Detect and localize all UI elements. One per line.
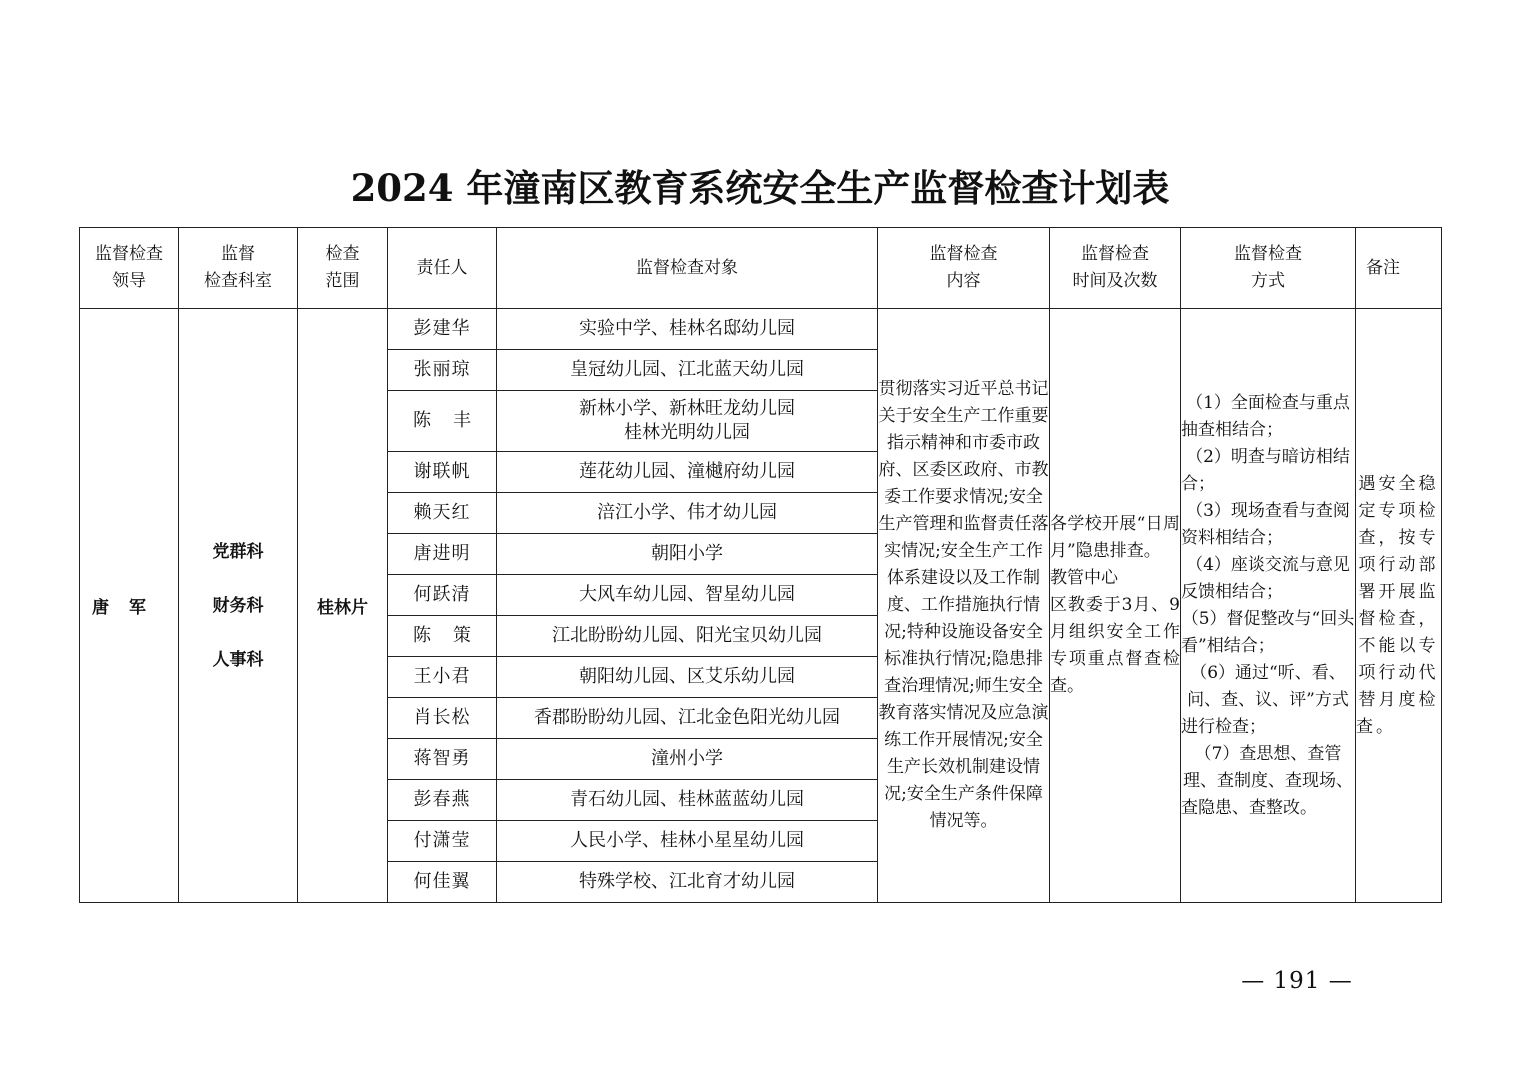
method-item: （4）座谈交流与意见反馈相结合；: [1181, 554, 1350, 602]
person-cell: 彭春燕: [388, 780, 497, 821]
header-note: 备注: [1356, 228, 1442, 309]
person-cell: 付潇莹: [388, 821, 497, 862]
person-cell: 肖长松: [388, 698, 497, 739]
header-content: 监督检查 内容: [878, 228, 1050, 309]
method-item: （3）现场查看与查阅资料相结合；: [1181, 500, 1350, 548]
time-line: 各学校开展“日周月”隐患排查。: [1050, 514, 1180, 561]
target-line: 新林小学、新林旺龙幼儿园: [579, 398, 795, 419]
department-cell: [179, 309, 298, 903]
page-title: 2024 年潼南区教育系统安全生产监督检查计划表: [350, 166, 1170, 210]
method-item: （1）全面检查与重点抽查相结合；: [1181, 392, 1350, 440]
method-item: （7）查思想、查管理、查制度、查现场、查隐患、查整改。: [1181, 743, 1353, 818]
target-line: 朝阳幼儿园、区艾乐幼儿园: [579, 666, 795, 687]
target-line: 大风车幼儿园、智星幼儿园: [579, 584, 795, 605]
target-cell: [497, 862, 878, 903]
target-line: 皇冠幼儿园、江北蓝天幼儿园: [570, 359, 804, 380]
department-item: 财务科: [212, 595, 264, 616]
target-cell: [497, 698, 878, 739]
header-scope: 检查 范围: [298, 228, 388, 309]
table-row: [80, 309, 1442, 350]
person-cell: 赖天红: [388, 493, 497, 534]
header-leader: 监督检查 领导: [80, 228, 179, 309]
target-cell: [497, 616, 878, 657]
time-line: 教管中心: [1050, 568, 1118, 588]
target-cell: [497, 575, 878, 616]
method-item: （5）督促整改与“回头看”相结合；: [1181, 608, 1355, 656]
time-cell: [1050, 309, 1181, 903]
header-target: 监督检查对象: [497, 228, 878, 309]
time-line: 区教委于3月、9月组织安全工作专项重点督查检查。: [1050, 595, 1180, 696]
method-item: （6）通过“听、看、问、查、议、评”方式进行检查；: [1181, 662, 1349, 737]
department-item: 人事科: [212, 649, 264, 670]
target-line: 朝阳小学: [651, 543, 723, 564]
target-cell: [497, 391, 878, 452]
leader-cell: 唐军: [80, 309, 179, 903]
target-cell: [497, 780, 878, 821]
content-cell: 贯彻落实习近平总书记关于安全生产工作重要指示精神和市委市政府、区委区政府、市教委工作要求情况;安全生产管理和监督责任落实情况;安全生产工作体系建设以及工作制度、工作措施执行情况;特种设施设备安全标准执行情况;隐患排查治理情况;师生安全教育落实情况及应急演练工作开展情况;安全生产长效机制建设情况;安全生产条件保障情况等。: [878, 309, 1050, 903]
method-item: （2）明查与暗访相结合；: [1181, 446, 1350, 494]
header-row: [80, 228, 1442, 309]
person-cell: 谢联帆: [388, 452, 497, 493]
person-cell: 张丽琼: [388, 350, 497, 391]
target-line: 香郡盼盼幼儿园、江北金色阳光幼儿园: [534, 707, 840, 728]
target-line: 特殊学校、江北育才幼儿园: [579, 871, 795, 892]
target-cell: [497, 821, 878, 862]
target-cell: [497, 534, 878, 575]
target-line: 潼州小学: [651, 748, 723, 769]
target-cell: [497, 493, 878, 534]
target-cell: [497, 309, 878, 350]
target-cell: [497, 739, 878, 780]
department-item: 党群科: [212, 541, 264, 562]
person-cell: 蒋智勇: [388, 739, 497, 780]
person-cell: 彭建华: [388, 309, 497, 350]
page-number: — 191 —: [1241, 968, 1353, 994]
person-cell: 何佳翼: [388, 862, 497, 903]
target-line: 人民小学、桂林小星星幼儿园: [570, 830, 804, 851]
header-method: 监督检查 方式: [1181, 228, 1356, 309]
target-cell: [497, 657, 878, 698]
target-line: 江北盼盼幼儿园、阳光宝贝幼儿园: [552, 625, 822, 646]
target-line: 青石幼儿园、桂林蓝蓝幼儿园: [570, 789, 804, 810]
person-cell: 唐进明: [388, 534, 497, 575]
target-line: 莲花幼儿园、潼樾府幼儿园: [579, 461, 795, 482]
target-line: 桂林光明幼儿园: [624, 422, 750, 443]
header-time: 监督检查 时间及次数: [1050, 228, 1181, 309]
scope-cell: 桂林片: [298, 309, 388, 903]
method-cell: [1181, 309, 1356, 903]
target-line: 涪江小学、伟才幼儿园: [597, 502, 777, 523]
person-cell: 陈丰: [388, 391, 497, 452]
person-cell: 陈策: [388, 616, 497, 657]
plan-table: [79, 227, 1442, 903]
person-cell: 王小君: [388, 657, 497, 698]
header-dept: 监督 检查科室: [179, 228, 298, 309]
target-cell: [497, 350, 878, 391]
person-cell: 何跃清: [388, 575, 497, 616]
header-person: 责任人: [388, 228, 497, 309]
target-line: 实验中学、桂林名邸幼儿园: [579, 318, 795, 339]
note-cell: 遇安全稳定专项检查，按专项行动部署开展监督检查，不能以专项行动代替月度检查。: [1356, 309, 1442, 903]
target-cell: [497, 452, 878, 493]
